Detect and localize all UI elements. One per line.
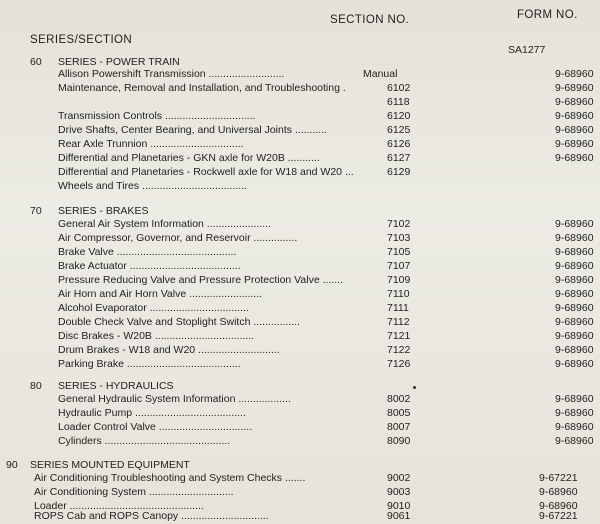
toc-section-code: 8005 — [387, 407, 411, 419]
toc-section-code: 6120 — [387, 110, 411, 122]
toc-form-number: 9-68960 — [555, 152, 594, 164]
toc-label: Loader Control Valve ................................ — [58, 421, 253, 433]
toc-form-number: 9-68960 — [555, 82, 594, 94]
toc-row — [58, 435, 598, 448]
toc-row — [58, 110, 598, 123]
toc-label: General Air System Information ...................... — [58, 218, 271, 230]
toc-section-code: 7105 — [387, 246, 411, 258]
group-90-title: SERIES MOUNTED EQUIPMENT — [30, 459, 190, 471]
toc-row — [58, 166, 598, 179]
toc-form-number: 9-68960 — [555, 124, 594, 136]
toc-form-number: 9-68960 — [555, 302, 594, 314]
toc-row — [58, 246, 598, 259]
toc-form-number: 9-68960 — [555, 218, 594, 230]
group-80-number: 80 — [30, 380, 42, 392]
toc-section-code: 6118 — [387, 96, 410, 108]
toc-label: Wheels and Tires .................................... — [58, 180, 248, 192]
toc-form-number: 9-68960 — [555, 330, 594, 342]
toc-form-number: 9-68960 — [555, 232, 594, 244]
toc-label: Double Check Valve and Stoplight Switch ................ — [58, 316, 301, 328]
toc-row — [58, 68, 598, 81]
toc-label: Cylinders ........................................... — [58, 435, 231, 447]
toc-row — [58, 421, 598, 434]
toc-label: Pressure Reducing Valve and Pressure Protection Valve ....... — [58, 274, 344, 286]
toc-row — [34, 486, 598, 499]
toc-section-code: 7103 — [387, 232, 411, 244]
group-70-title: SERIES - BRAKES — [58, 205, 149, 217]
group-60-title: SERIES - POWER TRAIN — [58, 56, 180, 68]
toc-form-number: 9-68960 — [555, 435, 594, 447]
toc-section-code: 9003 — [387, 486, 411, 498]
toc-label: Transmission Controls ............................... — [58, 110, 256, 122]
toc-section-code: 7112 — [387, 316, 410, 328]
toc-row — [58, 393, 598, 406]
toc-row — [58, 138, 598, 151]
toc-section-code: 9061 — [387, 510, 411, 522]
toc-form-number: 9-68960 — [555, 316, 594, 328]
toc-section-code: 6126 — [387, 138, 411, 150]
toc-form-number: 9-68960 — [555, 344, 594, 356]
toc-form-number: 9-68960 — [555, 393, 594, 405]
toc-label: Air Conditioning Troubleshooting and System Checks ....... — [34, 472, 306, 484]
toc-form-number: 9-68960 — [555, 407, 594, 419]
group-60-title-form: SA1277 — [508, 44, 546, 56]
toc-section-code: 7111 — [387, 302, 409, 314]
toc-row — [34, 510, 598, 523]
toc-section-code: 6125 — [387, 124, 411, 136]
toc-row — [58, 218, 598, 231]
group-60-number: 60 — [30, 56, 42, 68]
toc-section-code: 6127 — [387, 152, 411, 164]
series-section-header: SERIES/SECTION — [30, 34, 133, 46]
form-no-header: FORM NO. — [517, 9, 578, 21]
toc-section-code: Manual — [363, 68, 398, 80]
toc-label: General Hydraulic System Information .................. — [58, 393, 291, 405]
toc-section-code: 8007 — [387, 421, 411, 433]
toc-section-code: 6129 — [387, 166, 411, 178]
toc-label: Disc Brakes - W20B .................................. — [58, 330, 255, 342]
group-90-number: 90 — [6, 459, 18, 471]
toc-label: Loader .............................................. — [34, 500, 204, 512]
toc-form-number: 9-68960 — [555, 260, 594, 272]
toc-row — [58, 274, 598, 287]
toc-label: Air Compressor, Governor, and Reservoir ............... — [58, 232, 298, 244]
toc-form-number: 9-68960 — [555, 358, 594, 370]
toc-label: Allison Powershift Transmission .......................... — [58, 68, 285, 80]
toc-form-number: 9-68960 — [555, 68, 594, 80]
toc-form-number: 9-68960 — [555, 421, 594, 433]
toc-section-code: 7110 — [387, 288, 410, 300]
toc-label: Air Conditioning System ............................. — [34, 486, 234, 498]
toc-section-code: 8090 — [387, 435, 411, 447]
toc-row — [58, 232, 598, 245]
toc-section-code: 6102 — [387, 82, 411, 94]
toc-form-number: 9-67221 — [539, 472, 578, 484]
toc-form-number: 9-68960 — [539, 486, 578, 498]
toc-label: Drum Brakes - W18 and W20 ............................ — [58, 344, 280, 356]
toc-form-number: 9-68960 — [555, 96, 594, 108]
toc-section-code: 7121 — [387, 330, 411, 342]
toc-section-code: 7107 — [387, 260, 411, 272]
toc-label: Differential and Planetaries - Rockwell axle for W18 and W20 ... — [58, 166, 354, 178]
toc-label: ROPS Cab and ROPS Canopy .............................. — [34, 510, 269, 522]
toc-label: Alcohol Evaporator .................................. — [58, 302, 249, 314]
toc-label: Drive Shafts, Center Bearing, and Universal Joints ........... — [58, 124, 328, 136]
toc-section-code: 8002 — [387, 393, 411, 405]
toc-row — [58, 407, 598, 420]
group-70-number: 70 — [30, 205, 42, 217]
toc-form-number: 9-67221 — [539, 510, 578, 522]
toc-row — [58, 152, 598, 165]
toc-label: Parking Brake ....................................... — [58, 358, 241, 370]
toc-row — [58, 330, 598, 343]
toc-section-code: 9010 — [387, 500, 411, 512]
toc-form-number: 9-68960 — [555, 274, 594, 286]
group-80-title: SERIES - HYDRAULICS — [58, 380, 174, 392]
toc-form-number: 9-68960 — [539, 500, 578, 512]
toc-label: Rear Axle Trunnion ................................ — [58, 138, 244, 150]
toc-label: Air Horn and Air Horn Valve ......................... — [58, 288, 263, 300]
toc-row — [58, 302, 598, 315]
toc-form-number: 9-68960 — [555, 288, 594, 300]
toc-label: Brake Valve ......................................... — [58, 246, 237, 258]
toc-label: Brake Actuator ...................................... — [58, 260, 241, 272]
toc-row — [58, 124, 598, 137]
toc-section-code: 9002 — [387, 472, 411, 484]
toc-row — [58, 344, 598, 357]
toc-section-code: 7109 — [387, 274, 411, 286]
toc-section-code: 7126 — [387, 358, 411, 370]
ink-dot — [413, 386, 416, 389]
toc-label: Differential and Planetaries - GKN axle for W20B ........... — [58, 152, 320, 164]
toc-row — [58, 82, 598, 95]
toc-form-number: 9-68960 — [555, 246, 594, 258]
toc-row — [58, 316, 598, 329]
toc-section-code: 7122 — [387, 344, 411, 356]
section-no-header: SECTION NO. — [330, 14, 410, 26]
toc-form-number: 9-68960 — [555, 138, 594, 150]
toc-row — [58, 260, 598, 273]
toc-row — [58, 358, 598, 371]
toc-label: Hydraulic Pump ...................................... — [58, 407, 246, 419]
toc-row — [34, 472, 598, 485]
toc-row — [58, 96, 598, 109]
toc-row — [58, 180, 598, 193]
toc-label: Maintenance, Removal and Installation, and Troubleshooting . — [58, 82, 346, 94]
toc-section-code: 7102 — [387, 218, 411, 230]
toc-form-number: 9-68960 — [555, 110, 594, 122]
toc-row — [58, 288, 598, 301]
